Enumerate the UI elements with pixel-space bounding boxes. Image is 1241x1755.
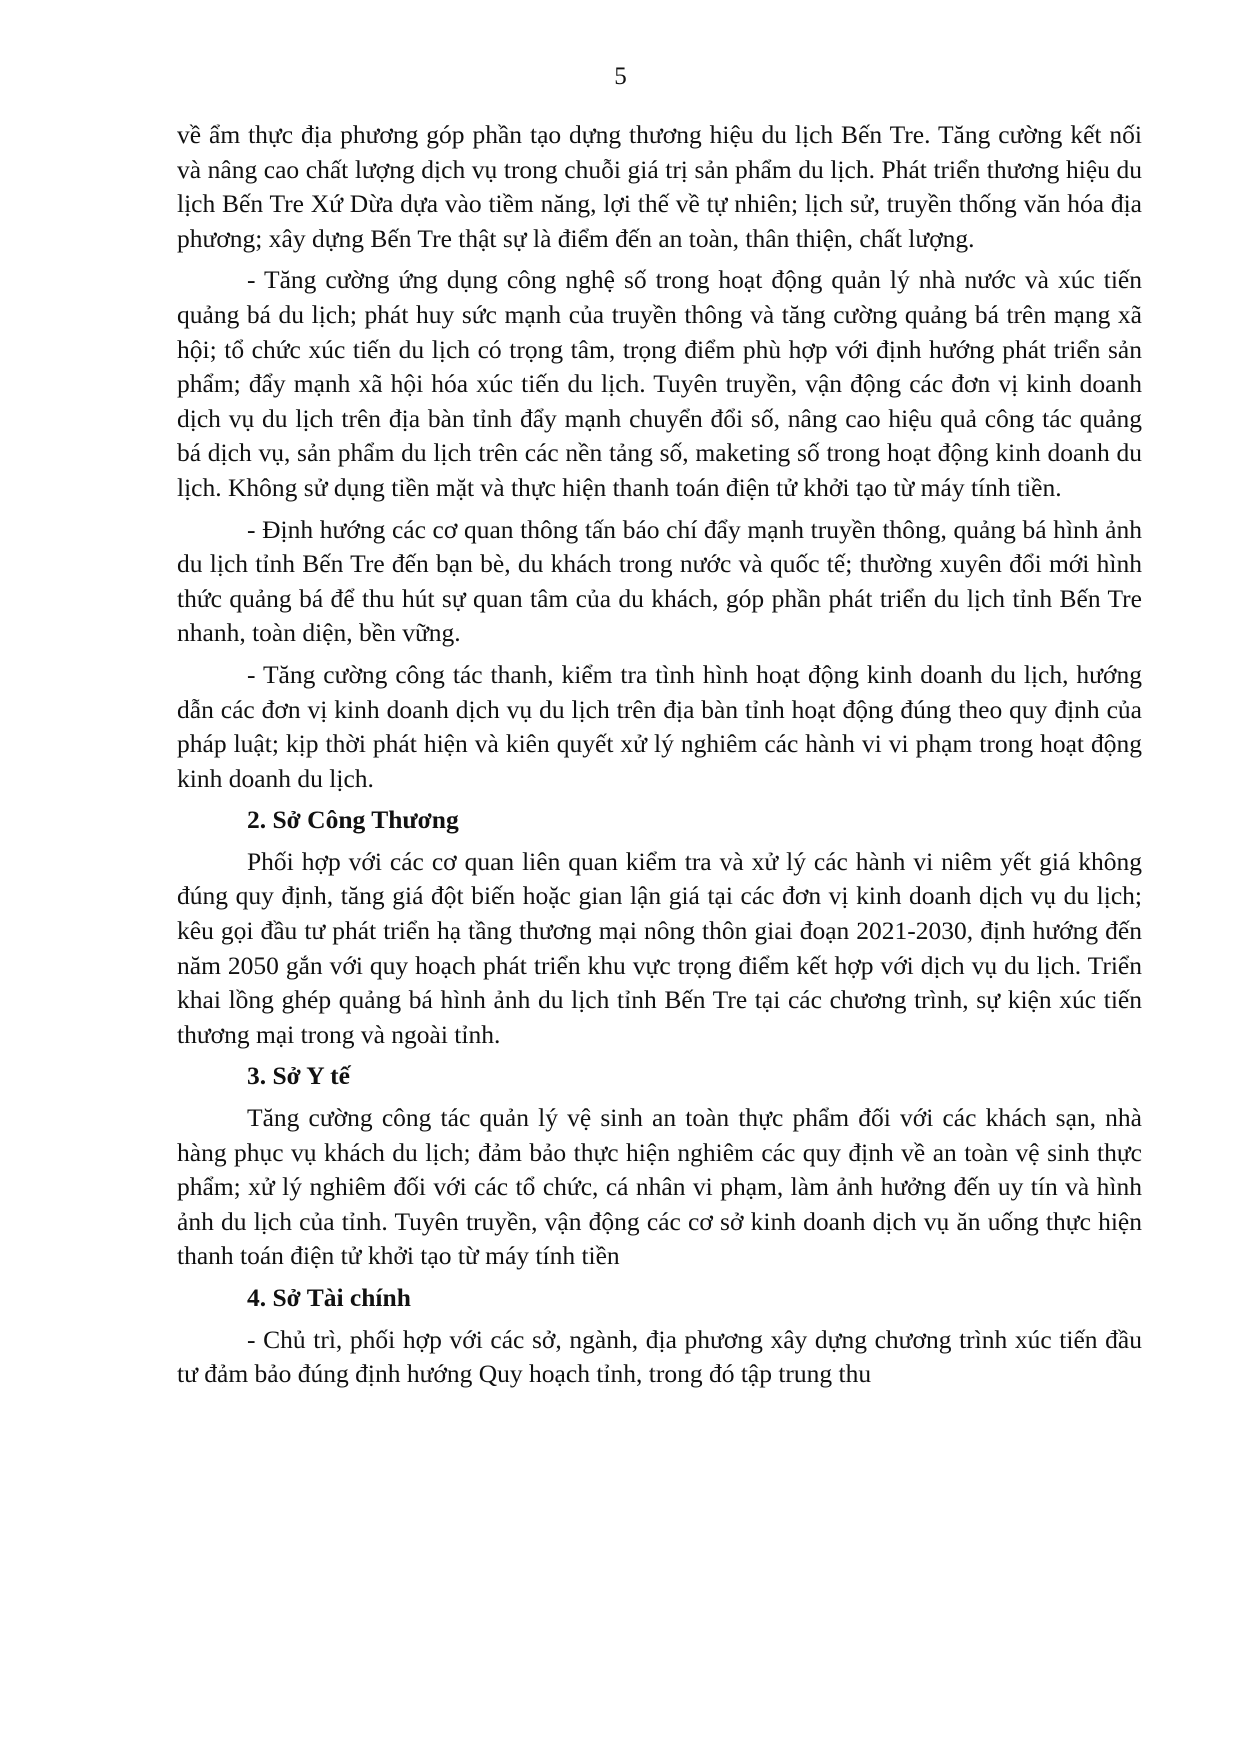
section-heading-finance: 4. Sở Tài chính bbox=[247, 1283, 411, 1312]
paragraph-industry-trade: Phối hợp với các cơ quan liên quan kiểm tra và xử lý các hành vi niêm yết giá không đúng quy định, tăng giá đột biến hoặc gian lận giá tại các đơn vị kinh doanh dịch vụ du lịch; kêu gọi đầu tư phát triển hạ tầng thương mại nông thôn giai đoạn 2021-2030, định hướng đến năm 2050 gắn với quy hoạch phát triển khu vực trọng điểm kết hợp với dịch vụ du lịch. Triển khai lồng ghép quảng bá hình ảnh du lịch tỉnh Bến Tre tại các chương trình, sự kiện xúc tiến thương mại trong và ngoài tỉnh. bbox=[177, 846, 1142, 1049]
section-heading-industry-trade: 2. Sở Công Thương bbox=[247, 805, 459, 835]
paragraph-health: Tăng cường công tác quản lý vệ sinh an toàn thực phẩm đối với các khách sạn, nhà hàng phục vụ khách du lịch; đảm bảo thực hiện nghiêm các quy định về an toàn vệ sinh thực phẩm; xử lý nghiêm đối với các tổ chức, cá nhân vi phạm, làm ảnh hưởng đến uy tín và hình ảnh du lịch của tỉnh. Tuyên truyền, vận động các cơ sở kinh doanh dịch vụ ăn uống thực hiện thanh toán điện tử khởi tạo từ máy tính tiền bbox=[177, 1103, 1142, 1271]
page-number: 5 bbox=[614, 63, 627, 90]
paragraph-finance: - Chủ trì, phối hợp với các sở, ngành, địa phương xây dựng chương trình xúc tiến đầu tư đảm bảo đúng định hướng Quy hoạch tỉnh, trong đó tập trung thu bbox=[177, 1324, 1142, 1389]
paragraph-digital-promotion: - Tăng cường ứng dụng công nghệ số trong hoạt động quản lý nhà nước và xúc tiến quảng bá du lịch; phát huy sức mạnh của truyền thông và tăng cường quảng bá trên mạng xã hội; tổ chức xúc tiến du lịch có trọng tâm, trọng điểm phù hợp với định hướng phát triển sản phẩm; đẩy mạnh xã hội hóa xúc tiến du lịch. Tuyên truyền, vận động các đơn vị kinh doanh dịch vụ du lịch trên địa bàn tỉnh đẩy mạnh chuyển đổi số, nâng cao hiệu quả công tác quảng bá dịch vụ, sản phẩm du lịch trên các nền tảng số, maketing số trong hoạt động kinh doanh du lịch. Không sử dụng tiền mặt và thực hiện thanh toán điện tử khởi tạo từ máy tính tiền. bbox=[177, 265, 1142, 502]
paragraph-inspection: - Tăng cường công tác thanh, kiểm tra tình hình hoạt động kinh doanh du lịch, hướng dẫn các đơn vị kinh doanh dịch vụ du lịch trên địa bàn tỉnh hoạt động đúng theo quy định của pháp luật; kịp thời phát hiện và kiên quyết xử lý nghiêm các hành vi vi phạm trong hoạt động kinh doanh du lịch. bbox=[177, 659, 1142, 793]
document-body bbox=[177, 118, 1142, 1399]
paragraph-press-promotion: - Định hướng các cơ quan thông tấn báo chí đẩy mạnh truyền thông, quảng bá hình ảnh du lịch tỉnh Bến Tre đến bạn bè, du khách trong nước và quốc tế; thường xuyên đổi mới hình thức quảng bá để thu hút sự quan tâm của du khách, góp phần phát triển du lịch tỉnh Bến Tre nhanh, toàn diện, bền vững. bbox=[177, 514, 1142, 648]
section-heading-health: 3. Sở Y tế bbox=[247, 1061, 350, 1091]
paragraph-tourism-brand: về ẩm thực địa phương góp phần tạo dựng thương hiệu du lịch Bến Tre. Tăng cường kết nối và nâng cao chất lượng dịch vụ trong chuỗi giá trị sản phẩm du lịch. Phát triển thương hiệu du lịch Bến Tre Xứ Dừa dựa vào tiềm năng, lợi thế về tự nhiên; lịch sử, truyền thống văn hóa địa phương; xây dựng Bến Tre thật sự là điểm đến an toàn, thân thiện, chất lượng. bbox=[177, 120, 1142, 253]
